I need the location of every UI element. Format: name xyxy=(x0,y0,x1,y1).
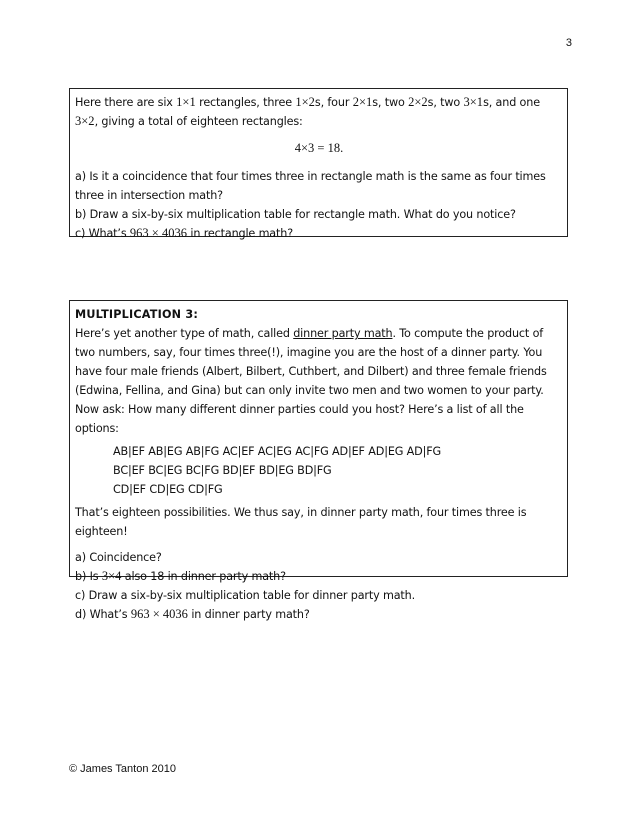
question-b: b) Draw a six-by-six multiplication table for rectangle math. What do you notice? xyxy=(75,208,516,221)
text-fragment: rectangles, three xyxy=(195,96,296,109)
math-3x1: 3×1 xyxy=(463,95,484,109)
math-3x4: 3×4 xyxy=(101,569,122,583)
rectangle-count-paragraph xyxy=(75,93,563,131)
math-2x1: 2×1 xyxy=(352,95,373,109)
list-item: BC|EF BC|EG BC|FG BD|EF BD|EG BD|FG xyxy=(113,464,332,477)
intro-paragraph xyxy=(75,324,563,438)
text-fragment: s, four xyxy=(314,96,353,109)
text-fragment: also 18 in dinner party math? xyxy=(121,570,286,583)
section-heading: MULTIPLICATION 3: xyxy=(75,308,198,321)
page-number: 3 xyxy=(565,37,572,49)
copyright-footer: © James Tanton 2010 xyxy=(69,763,176,775)
question-c xyxy=(75,224,563,243)
text-fragment: c) What’s xyxy=(75,227,130,240)
math-product: 963 × 4036 xyxy=(130,607,188,621)
question-a: a) Is it a coincidence that four times three in rectangle math is the same as four times three in intersection math? xyxy=(75,170,546,202)
conclusion-paragraph: That’s eighteen possibilities. We thus say, in dinner party math, four times three is eighteen! xyxy=(75,506,527,538)
text-fragment: d) What’s xyxy=(75,608,131,621)
party-options-list xyxy=(113,442,563,499)
dinner-party-math-box xyxy=(69,300,568,621)
question-a: a) Coincidence? xyxy=(75,551,162,564)
math-1x1: 1×1 xyxy=(176,95,196,109)
text-fragment: . To compute the product of two numbers, say, four times three(!), imagine you are the host of a dinner party. You have four male friends (Albert, Bilbert, Cuthbert, and Dilbert) and three female friends (Edwina, Fellina, and Gina) but can only invite two men and two women to your party. Now ask: How many different dinner parties could you host? Here’s a list of all the options: xyxy=(75,327,547,435)
text-fragment: s, two xyxy=(372,96,409,109)
list-item: CD|EF CD|EG CD|FG xyxy=(113,483,223,496)
question-c: c) Draw a six-by-six multiplication table for dinner party math. xyxy=(75,589,415,602)
text-fragment: Here there are six xyxy=(75,96,177,109)
equation: 4×3 = 18. xyxy=(294,141,344,155)
math-product: 963 × 4036 xyxy=(129,226,187,240)
text-fragment: in dinner party math? xyxy=(187,608,310,621)
text-fragment: , giving a total of eighteen rectangles: xyxy=(94,115,303,128)
math-3x2: 3×2 xyxy=(75,114,95,128)
text-fragment: b) Is xyxy=(75,570,102,583)
math-2x2: 2×2 xyxy=(408,95,428,109)
list-item: AB|EF AB|EG AB|FG AC|EF AC|EG AC|FG AD|EF AD|EG AD|FG xyxy=(113,445,442,458)
dinner-party-math-term: dinner party math xyxy=(293,327,393,340)
text-fragment: s, and one xyxy=(483,96,540,109)
text-fragment: s, two xyxy=(427,96,464,109)
text-fragment: in rectangle math? xyxy=(186,227,293,240)
math-1x2: 1×2 xyxy=(295,95,315,109)
question-b xyxy=(75,567,563,586)
rectangle-math-box xyxy=(69,88,568,240)
text-fragment: Here’s yet another type of math, called xyxy=(75,327,294,340)
question-d xyxy=(75,605,563,624)
